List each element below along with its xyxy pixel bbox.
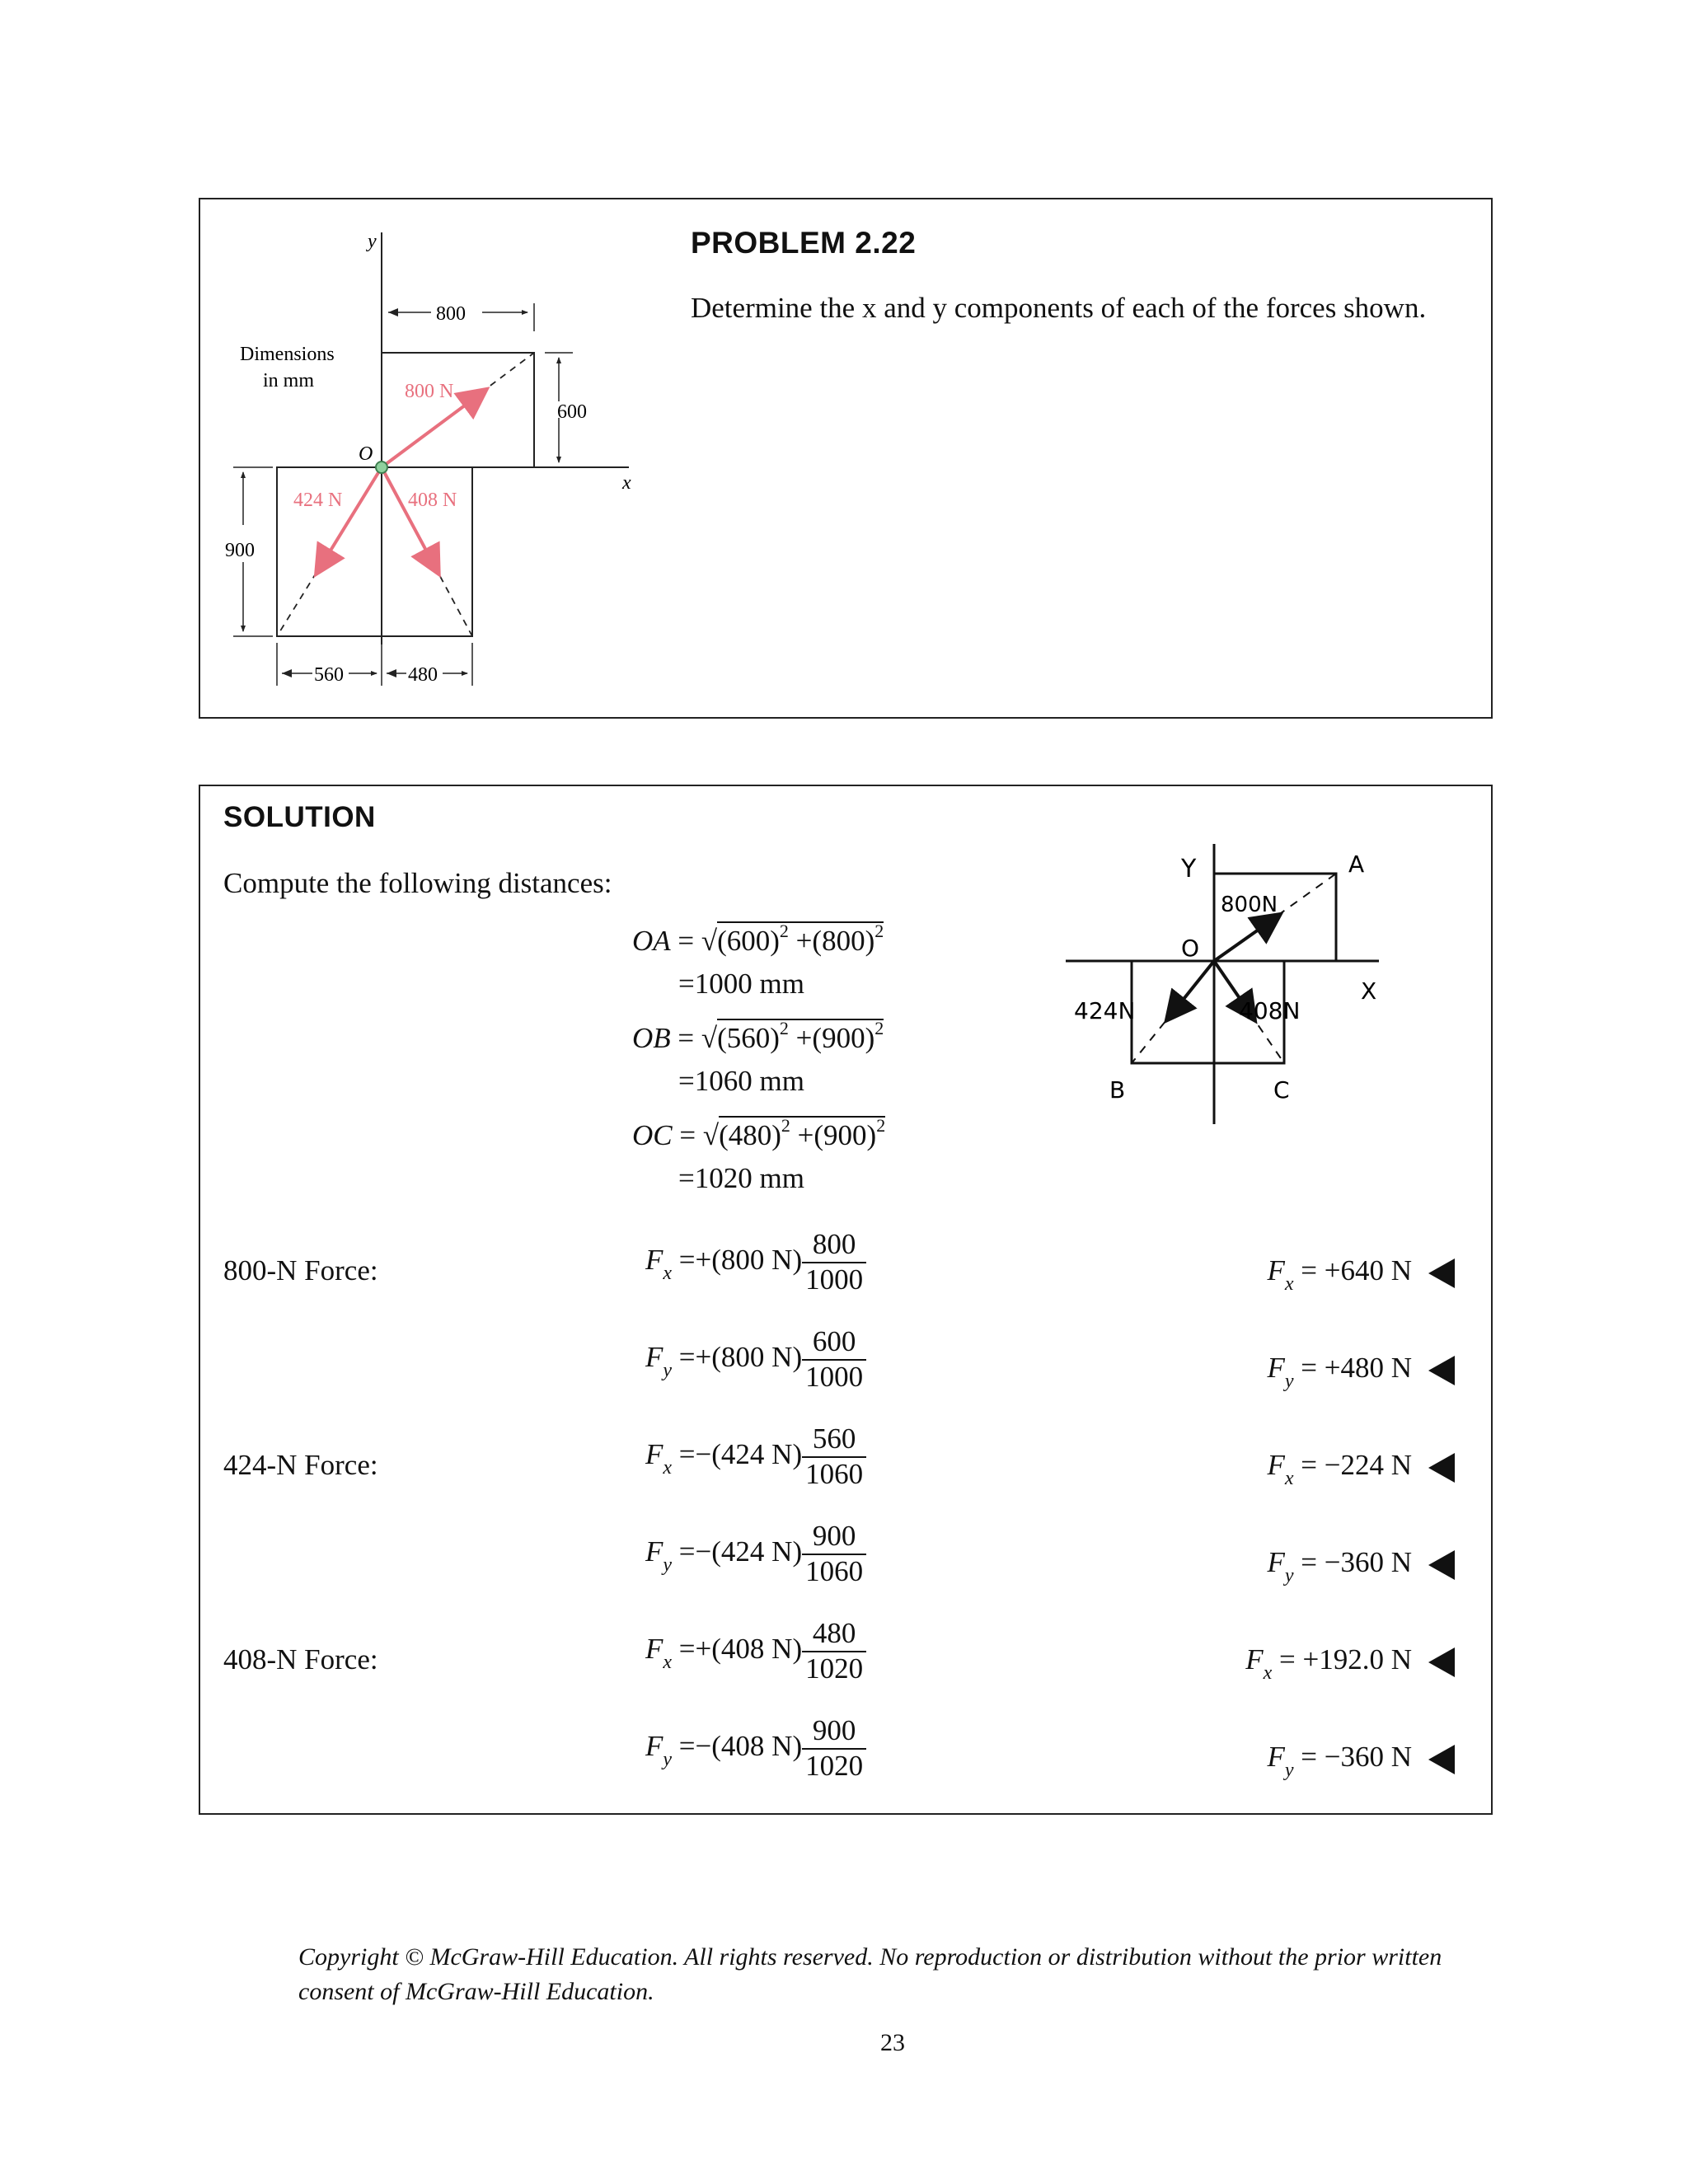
force-424-fx-equation: $F_x =-(424$ N) $\frac{560}{1060}$: [645, 1424, 866, 1490]
result-value: = −360 N: [1301, 1741, 1412, 1773]
page-number: 23: [880, 2029, 905, 2056]
answer-marker-icon: [1428, 1356, 1455, 1385]
sketch-force-424-label: 424N: [1074, 997, 1136, 1024]
sketch-force-408-label: 408N: [1239, 997, 1301, 1024]
force-424-fy-equation: $F_y =-(424$ N) $\frac{900}{1060}$: [645, 1521, 866, 1587]
component: y: [1284, 1760, 1294, 1781]
units-label-line2: in mm: [263, 370, 315, 391]
numerator: 480: [802, 1619, 866, 1652]
expression: =−(424 N): [678, 1437, 803, 1470]
distance-ob-result: =1060 mm: [678, 1065, 804, 1097]
distance-name: OA: [632, 925, 671, 957]
numerator: 900: [802, 1716, 866, 1750]
term-a: 600: [726, 925, 771, 957]
copyright-footer: Copyright © McGraw-Hill Education. All rights reserved. No reproduction or distribution without the prior written consent of McGraw-Hill Education.: [298, 1943, 1442, 2005]
force-408-fx-result: $F_x = +192.0$ N: [1245, 1643, 1455, 1677]
solution-title: SOLUTION: [223, 801, 376, 833]
component: x: [1263, 1662, 1273, 1684]
numerator: 900: [802, 1521, 866, 1555]
units-label-line1: Dimensions: [240, 344, 335, 365]
dim-900-label: 900: [225, 540, 255, 561]
component: x: [1284, 1273, 1294, 1295]
answer-marker-icon: [1428, 1453, 1455, 1483]
denominator: 1020: [805, 1749, 864, 1782]
sketch-force-424-arrow: [1168, 961, 1214, 1019]
sketch-c-label: C: [1273, 1076, 1290, 1104]
force-424-fx-result: $F_x = -224$ N: [1267, 1449, 1455, 1483]
sketch-b-label: B: [1109, 1076, 1126, 1104]
force-408-arrow: [382, 467, 438, 572]
sketch-force-800-label: 800N: [1221, 893, 1278, 917]
problem-statement: Determine the x and y components of each of the forces shown.: [691, 292, 1427, 324]
force-424-fy-result: $F_y = -360$ N: [1267, 1546, 1455, 1580]
numerator: 800: [802, 1230, 866, 1263]
component: y: [663, 1554, 673, 1576]
distance-oa-result: =1000 mm: [678, 968, 804, 1000]
denominator: 1000: [805, 1263, 864, 1296]
solution-box: [199, 785, 1493, 1815]
force-800-fx-result: $F_x = +640$ N: [1267, 1254, 1455, 1288]
term-a: 560: [726, 1022, 771, 1054]
dim-480-label: 480: [408, 664, 438, 686]
force-800-label: 800-N Force:: [223, 1254, 378, 1286]
result-value: = +480 N: [1301, 1352, 1412, 1384]
expression: =+(800 N): [678, 1243, 803, 1276]
component: y: [1284, 1565, 1294, 1586]
force-408-fy-result: $F_y = -360$ N: [1267, 1741, 1455, 1774]
sketch-x-label: X: [1361, 977, 1377, 1005]
result-value: = +192.0 N: [1278, 1643, 1412, 1675]
dim-600-label: 600: [557, 401, 587, 423]
force-424-label: 424-N Force:: [223, 1449, 378, 1481]
solution-intro: Compute the following distances:: [223, 867, 612, 899]
force-424-label: 424 N: [293, 490, 343, 511]
answer-marker-icon: [1428, 1258, 1455, 1288]
force-408-fy-equation: $F_y =-(408$ N) $\frac{900}{1020}$: [645, 1716, 866, 1782]
numerator: 560: [802, 1424, 866, 1458]
force-800-label: 800 N: [405, 381, 454, 402]
term-a: 480: [728, 1119, 772, 1151]
problem-figure: [200, 199, 662, 694]
expression: =+(800 N): [678, 1340, 803, 1373]
force-800-fy-result: $F_y = +480$ N: [1267, 1352, 1455, 1385]
denominator: 1060: [805, 1554, 864, 1587]
y-axis-label: y: [368, 231, 377, 252]
term-b: 900: [822, 1022, 865, 1054]
answer-marker-icon: [1428, 1745, 1455, 1774]
distance-oc-result: =1020 mm: [678, 1162, 804, 1194]
expression: =−(424 N): [678, 1535, 803, 1568]
sketch-a-label: A: [1348, 851, 1365, 878]
component: y: [663, 1748, 673, 1770]
expression: =−(408 N): [678, 1729, 803, 1762]
term-b: 800: [822, 925, 865, 957]
sketch-y-label: Y: [1181, 855, 1197, 883]
force-408-fx-equation: $F_x =+(408$ N) $\frac{480}{1020}$: [645, 1619, 866, 1685]
component: x: [663, 1262, 673, 1284]
result-value: = −224 N: [1301, 1449, 1412, 1481]
component: y: [1284, 1371, 1294, 1392]
force-800-fx-equation: $F_x =+(800$ N) $\frac{800}{1000}$: [645, 1230, 866, 1296]
distance-name: OB: [632, 1022, 671, 1054]
result-value: = −360 N: [1301, 1546, 1412, 1578]
numerator: 600: [802, 1327, 866, 1361]
distance-ob-equation: OB = $√(560)^2 +(900)^2$: [632, 1018, 884, 1054]
denominator: 1020: [805, 1652, 864, 1685]
origin-label: O: [359, 443, 373, 465]
x-axis-label: x: [622, 472, 631, 494]
dim-800-label: 800: [436, 303, 466, 325]
component: y: [663, 1359, 673, 1381]
denominator: 1060: [805, 1457, 864, 1490]
force-408-label: 408-N Force:: [223, 1643, 378, 1675]
term-b: 900: [823, 1119, 867, 1151]
distance-name: OC: [632, 1119, 673, 1151]
component: x: [1284, 1468, 1294, 1489]
component: x: [663, 1651, 673, 1673]
sketch-force-800-arrow: [1214, 916, 1278, 961]
origin-point: [376, 462, 387, 473]
result-value: = +640 N: [1301, 1254, 1412, 1286]
force-408-label: 408 N: [408, 490, 457, 511]
dim-560-label: 560: [314, 664, 344, 686]
distance-oa-equation: OA = $√(600)^2 +(800)^2$: [632, 921, 884, 957]
answer-marker-icon: [1428, 1550, 1455, 1580]
expression: =+(408 N): [678, 1632, 803, 1665]
denominator: 1000: [805, 1360, 864, 1393]
problem-title: PROBLEM 2.22: [691, 226, 917, 260]
distance-oc-equation: OC = $√(480)^2 +(900)^2$: [632, 1115, 886, 1151]
answer-marker-icon: [1428, 1647, 1455, 1677]
component: x: [663, 1456, 673, 1479]
force-800-fy-equation: $F_y =+(800$ N) $\frac{600}{1000}$: [645, 1327, 866, 1393]
sketch-o-label: O: [1181, 935, 1200, 962]
solution-sketch-drawing: [1057, 836, 1404, 1182]
force-424-arrow: [317, 467, 382, 572]
problem-box: [199, 198, 1493, 719]
